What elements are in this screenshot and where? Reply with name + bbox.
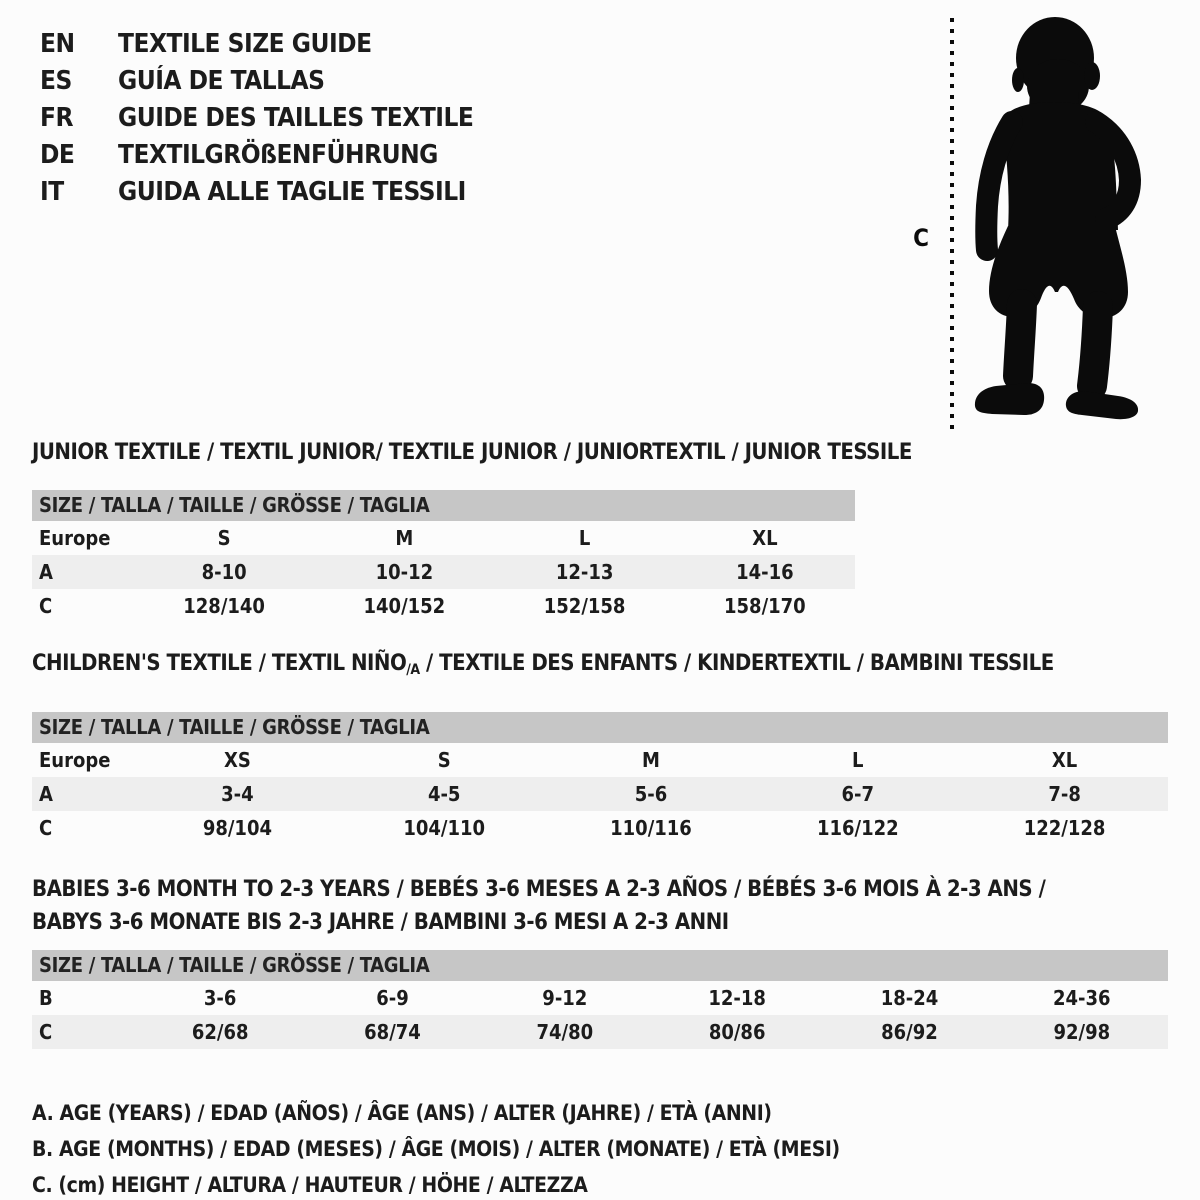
size-value-cell: 152/158 — [543, 594, 626, 618]
height-figure — [900, 0, 1200, 436]
size-value-cell: 12-13 — [555, 560, 614, 584]
size-value-cell: S — [437, 748, 451, 772]
section-title — [32, 436, 1168, 469]
language-guide-title: GUIDA ALLE TAGLIE TESSILI — [118, 177, 466, 207]
legend-line: B. AGE (MONTHS) / EDAD (MESES) / ÂGE (MOIS) / ALTER (MONATE) / ETÀ (MESI) — [32, 1137, 840, 1161]
size-value-cell: 10-12 — [375, 560, 434, 584]
height-measure-label: C — [913, 224, 929, 252]
size-section — [32, 647, 1168, 845]
row-label-cell: Europe — [39, 526, 111, 550]
size-table-header: SIZE / TALLA / TAILLE / GRÖSSE / TAGLIA — [32, 950, 1168, 981]
language-code: ES — [40, 66, 72, 96]
size-value-cell: 6-9 — [376, 986, 409, 1010]
size-value-cell: S — [217, 526, 231, 550]
language-code: IT — [40, 177, 64, 207]
table-row — [32, 521, 855, 555]
size-table — [32, 490, 855, 623]
size-value-cell: XS — [223, 748, 251, 772]
size-value-cell: 128/140 — [183, 594, 265, 618]
language-guide-title: GUÍA DE TALLAS — [118, 66, 325, 96]
table-row — [32, 981, 1168, 1015]
section-title — [32, 647, 1168, 687]
row-label-cell: C — [39, 816, 53, 840]
size-value-cell: 4-5 — [427, 782, 461, 806]
size-value-cell: 9-12 — [542, 986, 588, 1010]
size-value-cell: M — [395, 526, 414, 550]
height-measure-dashed-line — [948, 16, 956, 432]
size-section — [32, 873, 1168, 1049]
table-row — [32, 589, 855, 623]
language-row — [40, 137, 473, 174]
size-tables — [32, 436, 1168, 1049]
subscript-text: /A — [406, 662, 420, 678]
size-value-cell: 74/80 — [536, 1020, 594, 1044]
measurement-legend — [32, 1095, 1168, 1200]
size-value-cell: 68/74 — [364, 1020, 421, 1044]
section-title-line: JUNIOR TEXTILE / TEXTIL JUNIOR/ TEXTILE JUNIOR / JUNIORTEXTIL / JUNIOR TESSILE — [32, 440, 912, 465]
language-row — [40, 174, 473, 211]
size-value-cell: 122/128 — [1023, 816, 1106, 840]
row-label-cell: A — [39, 782, 53, 806]
legend-line: A. AGE (YEARS) / EDAD (AÑOS) / ÂGE (ANS) / ALTER (JAHRE) / ETÀ (ANNI) — [32, 1101, 772, 1125]
size-value-cell: 5-6 — [634, 782, 668, 806]
language-guide-title: GUIDE DES TAILLES TEXTILE — [118, 103, 474, 133]
language-row — [40, 63, 473, 100]
size-table-header: SIZE / TALLA / TAILLE / GRÖSSE / TAGLIA — [32, 712, 1168, 743]
size-value-cell: 92/98 — [1053, 1020, 1111, 1044]
toddler-silhouette-icon — [966, 14, 1146, 420]
table-row — [32, 777, 1168, 811]
size-value-cell: 7-8 — [1048, 782, 1081, 806]
size-value-cell: 6-7 — [841, 782, 875, 806]
table-row — [32, 743, 1168, 777]
legend-line: C. (cm) HEIGHT / ALTURA / HAUTEUR / HÖHE / ALTEZZA — [32, 1173, 588, 1197]
size-value-cell: 3-6 — [203, 986, 237, 1010]
size-value-cell: 158/170 — [724, 594, 806, 618]
language-row — [40, 26, 473, 63]
size-value-cell: 12-18 — [708, 986, 766, 1010]
language-title-list — [40, 26, 473, 211]
language-row — [40, 100, 473, 137]
size-value-cell: 80/86 — [708, 1020, 766, 1044]
size-value-cell: M — [642, 748, 660, 772]
section-title — [32, 873, 1168, 939]
size-value-cell: 98/104 — [202, 816, 272, 840]
size-value-cell: 24-36 — [1053, 986, 1111, 1010]
row-label-cell: C — [39, 594, 53, 618]
section-title-line: BABIES 3-6 MONTH TO 2-3 YEARS / BEBÉS 3-6 MESES A 2-3 AÑOS / BÉBÉS 3-6 MOIS À 2-3 ANS / — [32, 877, 1046, 902]
size-value-cell: L — [578, 526, 591, 550]
language-code: EN — [40, 29, 75, 59]
size-value-cell: 140/152 — [363, 594, 446, 618]
size-table-header: SIZE / TALLA / TAILLE / GRÖSSE / TAGLIA — [32, 490, 855, 521]
language-guide-title: TEXTILGRÖßENFÜHRUNG — [118, 140, 438, 170]
size-value-cell: L — [852, 748, 864, 772]
row-label-cell: A — [39, 560, 53, 584]
size-value-cell: 18-24 — [880, 986, 939, 1010]
section-title-line: BABYS 3-6 MONATE BIS 2-3 JAHRE / BAMBINI 3-6 MESI A 2-3 ANNI — [32, 910, 729, 935]
size-section — [32, 436, 1168, 623]
language-guide-title: TEXTILE SIZE GUIDE — [118, 29, 372, 59]
language-code: FR — [40, 103, 73, 133]
size-value-cell: 110/116 — [610, 816, 692, 840]
size-value-cell: 104/110 — [403, 816, 486, 840]
row-label-cell: C — [39, 1020, 53, 1044]
size-value-cell: 62/68 — [191, 1020, 249, 1044]
size-table — [32, 712, 1168, 845]
table-row — [32, 811, 1168, 845]
language-code: DE — [40, 140, 75, 170]
size-value-cell: 86/92 — [881, 1020, 938, 1044]
size-value-cell: XL — [1051, 748, 1078, 772]
size-guide-content — [32, 436, 1168, 1200]
row-label-cell: Europe — [39, 748, 111, 772]
size-value-cell: 3-4 — [221, 782, 254, 806]
section-title-line: CHILDREN'S TEXTILE / TEXTIL NIÑO/A / TEXTILE DES ENFANTS / KINDERTEXTIL / BAMBINI TESSILE — [32, 651, 1054, 678]
table-row — [32, 555, 855, 589]
table-row — [32, 1015, 1168, 1049]
size-table — [32, 950, 1168, 1049]
size-value-cell: 116/122 — [816, 816, 899, 840]
size-value-cell: XL — [752, 526, 778, 550]
row-label-cell: B — [39, 986, 53, 1010]
size-value-cell: 14-16 — [736, 560, 794, 584]
size-value-cell: 8-10 — [201, 560, 247, 584]
